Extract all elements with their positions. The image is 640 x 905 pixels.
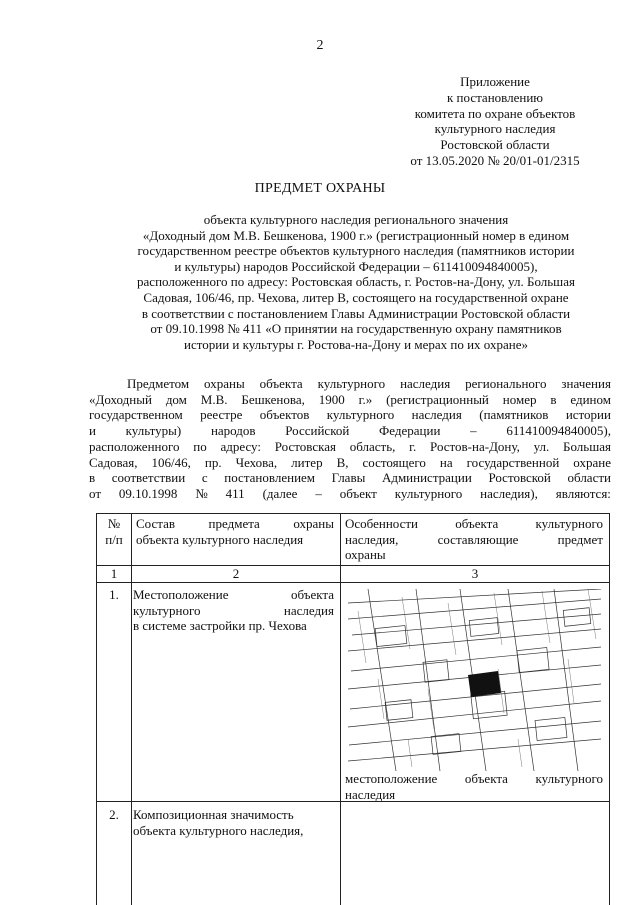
body-line: расположенного по адресу: Ростовская область, г. Ростов-на-Дону, ул. Большая	[89, 438, 611, 454]
appendix-block	[380, 74, 610, 169]
row-composition	[133, 807, 338, 838]
appendix-line: к постановлению	[446, 89, 544, 105]
map-caption	[345, 771, 603, 802]
appendix-line: от 13.05.2020 № 20/01-01/2315	[410, 152, 580, 168]
header-features-line: охраны	[345, 547, 386, 562]
document-title: ПРЕДМЕТ ОХРАНЫ	[254, 181, 386, 196]
column-number: 1	[110, 566, 118, 581]
row-composition-line: Композиционная значимость	[133, 807, 294, 822]
appendix-line: культурного наследия	[434, 121, 556, 137]
header-number-line: №	[107, 516, 121, 531]
row-composition-line: объекта культурного наследия,	[133, 822, 304, 838]
header-composition-line: объекта культурного наследия	[136, 531, 304, 547]
table-rule	[96, 513, 610, 514]
subtitle-line: истории и культуры г. Ростова-на-Дону и мерах по их охране»	[184, 336, 528, 352]
subtitle-line: расположенного по адресу: Ростовская область, г. Ростов-на-Дону, ул. Большая	[137, 274, 575, 290]
location-map-drawing	[348, 589, 601, 771]
header-number-line: п/п	[105, 531, 123, 547]
row-number: 1.	[109, 587, 119, 602]
subtitle-line: Садовая, 106/46, пр. Чехова, литер В, состоящего на государственной охране	[143, 289, 569, 305]
table-rule	[609, 513, 610, 905]
body-paragraph	[89, 376, 611, 502]
header-number	[96, 516, 132, 547]
location-map	[348, 589, 601, 771]
body-line: в соответствии с постановлением Главы Администрации Ростовской области	[89, 470, 611, 486]
subtitle-line: в соответствии с постановлением Главы Администрации Ростовской области	[141, 305, 571, 321]
header-features	[345, 516, 603, 563]
document-subtitle	[96, 212, 616, 352]
row-number: 2.	[109, 807, 119, 822]
row-composition	[133, 587, 334, 634]
table-rule	[96, 582, 610, 583]
header-features-line: Особенности объекта культурного	[345, 516, 603, 531]
appendix-line: Приложение	[460, 74, 530, 89]
body-line: государственном реестре объектов культурного наследия (памятников истории	[89, 407, 611, 423]
subtitle-line: «Доходный дом М.В. Бешкенова, 1900 г.» (регистрационный номер в едином	[142, 227, 570, 243]
body-line: Садовая, 106/46, пр. Чехова, литер В, состоящего на государственной охране	[89, 454, 611, 470]
column-number: 3	[471, 566, 479, 581]
appendix-line: Ростовской области	[440, 137, 550, 153]
header-composition	[136, 516, 334, 547]
page-number: 2	[316, 38, 324, 53]
object-location-marker	[468, 671, 501, 697]
column-number: 2	[232, 566, 240, 581]
subtitle-line: объекта культурного наследия регионального значения	[203, 212, 509, 227]
appendix-line: комитета по охране объектов	[414, 105, 576, 121]
row-composition-line: в системе застройки пр. Чехова	[133, 618, 307, 633]
subtitle-line: от 09.10.1998 № 411 «О принятии на государственную охрану памятников	[150, 321, 562, 337]
body-line: и культуры) народов Российской Федерации – 611410094840005),	[89, 423, 611, 439]
map-caption-line: наследия	[345, 786, 396, 802]
subtitle-line: и культуры) народов Российской Федерации – 611410094840005),	[174, 258, 538, 274]
body-line: «Доходный дом М.В. Бешкенова, 1900 г.» (регистрационный номер в едином	[89, 391, 611, 407]
header-features-line: наследия, составляющие предмет	[345, 531, 603, 547]
map-caption-line: местоположение объекта культурного	[345, 771, 603, 786]
row-composition-line: Местоположение объекта	[133, 587, 334, 602]
protection-subject-table	[96, 513, 610, 905]
row-composition-line: культурного наследия	[133, 602, 334, 618]
body-line: Предметом охраны объекта культурного наследия регионального значения	[127, 376, 611, 391]
body-line: от 09.10.1998 № 411 (далее – объект культурного наследия), являются:	[89, 485, 611, 501]
subtitle-line: государственном реестре объектов культурного наследия (памятников истории	[137, 243, 575, 259]
header-composition-line: Состав предмета охраны	[136, 516, 334, 531]
